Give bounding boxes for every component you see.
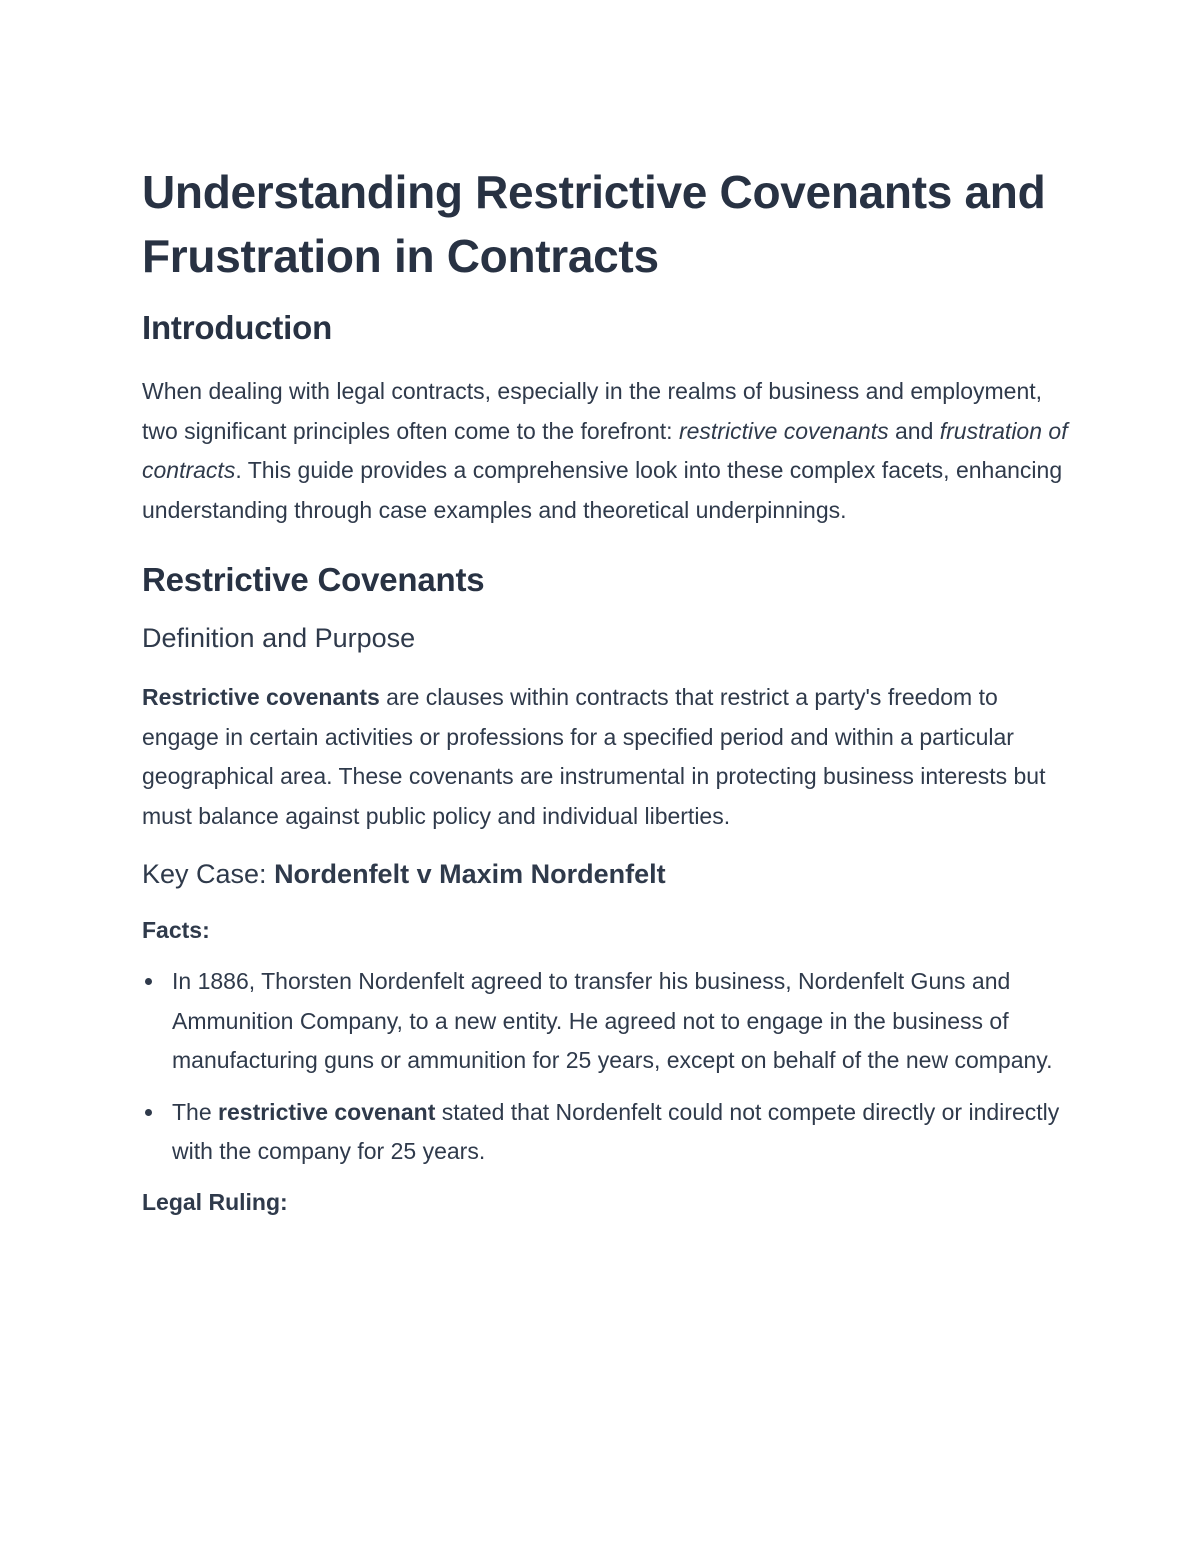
fact-text-1: The bbox=[172, 1098, 219, 1125]
intro-emphasis-frustration-of-contracts: frustration of contracts bbox=[142, 417, 1068, 483]
fact-text: In 1886, Thorsten Nordenfelt agreed to transfer his business, Nordenfelt Guns and Ammunition Company, to a new entity. He agreed not to engage in the business of manufacturing guns or ammunition for 25 years, except on behalf of the new company. bbox=[172, 968, 1053, 1073]
facts-label: Facts: bbox=[142, 917, 210, 943]
subsection-heading-key-case bbox=[142, 854, 1072, 894]
intro-text-2: and bbox=[888, 417, 940, 444]
key-case-name: Nordenfelt v Maxim Nordenfelt bbox=[274, 859, 666, 889]
introduction-paragraph bbox=[142, 372, 1072, 530]
intro-emphasis-restrictive-covenants: restrictive covenants bbox=[678, 417, 889, 444]
list-item bbox=[142, 1093, 1072, 1172]
facts-list bbox=[142, 962, 1072, 1172]
legal-ruling-label: Legal Ruling: bbox=[142, 1188, 288, 1215]
intro-text-1: When dealing with legal contracts, especially in the realms of business and employment, two significant principles often come to the forefront: bbox=[142, 378, 1043, 444]
document-page bbox=[142, 160, 1072, 1220]
definition-text: are clauses within contracts that restrict a party's freedom to engage in certain activities or professions for a specified period and within a particular geographical area. These covenants are instrumental in protecting business interests but must balance against public policy and individual liberties. bbox=[142, 684, 1046, 829]
intro-text-3: . This guide provides a comprehensive look into these complex facets, enhancing understanding through case examples and theoretical underpinnings. bbox=[142, 457, 1063, 523]
section-heading-introduction: Introduction bbox=[142, 309, 333, 346]
definition-strong-term: Restrictive covenants bbox=[142, 684, 380, 710]
document-title: Understanding Restrictive Covenants and Frustration in Contracts bbox=[142, 166, 1046, 282]
list-item bbox=[142, 962, 1072, 1081]
section-heading-restrictive-covenants: Restrictive Covenants bbox=[142, 561, 485, 598]
subsection-heading-definition: Definition and Purpose bbox=[142, 623, 416, 653]
key-case-prefix: Key Case: bbox=[142, 859, 275, 889]
definition-paragraph bbox=[142, 678, 1072, 836]
fact-strong-term: restrictive covenant bbox=[218, 1098, 436, 1125]
fact-text-2: stated that Nordenfelt could not compete directly or indirectly with the company for 25 years. bbox=[172, 1098, 1060, 1164]
